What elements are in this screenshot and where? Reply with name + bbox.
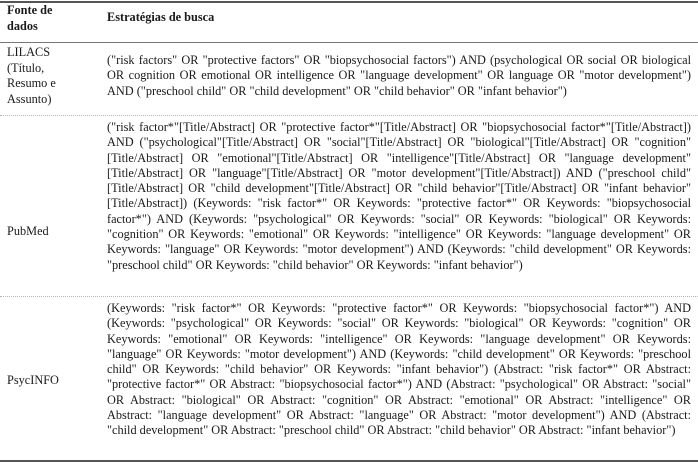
header-rule [0,42,698,43]
row-divider-1 [0,115,698,116]
row-lilacs-source: LILACS (Título, Resumo e Assunto) [7,45,56,106]
row-pubmed-strategy: ("risk factor*"[Title/Abstract] OR "protective factor*"[Title/Abstract] OR "biopsychosocial factor*"[Title/Abstract]) AND ("psychological"[Title/Abstract] OR "social"[Title/Abstract] OR "biological"[Title/Abstract] OR "cognition"[Title/Abstract] OR "emotional"[Title/Abstract] OR "intelligence"[Title/Abstract] OR "language development"[Title/Abstract] OR "language"[Title/Abstract] OR "motor development"[Title/Abstract]) AND ("preschool child"[Title/Abstract] OR "child development"[Title/Abstract] OR "child behavior"[Title/Abstract] OR "infant behavior"[Title/Abstract]) (Keywords: "risk factor*" OR Keywords: "protective factor*" OR Keywords: "biopsychosocial factor*") AND (Keywords: "psychological" OR Keywords: "social" OR Keywords: "biological" OR Keywords: "cognition" OR Keywords: "emotional" OR Keywords: "intelligence" OR Keywords: "language development" OR Keywords: "language" OR Keywords: "motor development") AND (Keywords: "child development" OR Keywords: "preschool child" OR Keywords: "child behavior" OR Keywords: "infant behavior") [107,120,691,272]
header-strategy: Estratégias de busca [107,10,215,24]
row-divider-2 [0,296,698,297]
header-source: Fonte de dados [7,3,53,33]
row-psycinfo-strategy: (Keywords: "risk factor*" OR Keywords: "protective factor*" OR Keywords: "biopsychosocial factor*") AND (Keywords: "psychological" OR Keywords: "social" OR Keywords: "biological" OR Keywords: "cognition" OR Keywords: "emotional" OR Keywords: "intelligence" OR Keywords: "language development" OR Keywords: "language" OR Keywords: "motor development") AND (Keywords: "child development" OR Keywords: "preschool child" OR Keywords: "child behavior" OR Keywords: "infant behavior") (Abstract: "risk factor*" OR Abstract: "protective factor*" OR Abstract: "biopsychosocial factor*") AND (Abstract: "psychological" OR Abstract: "social" OR Abstract: "biological" OR Abstract: "cognition" OR Abstract: "emotional" OR Abstract: "intelligence" OR Abstract: "language development" OR Abstract: "language" OR Abstract: "motor development") AND (Abstract: "child development" OR Abstract: "preschool child" OR Abstract: "child behavior" OR Abstract: "infant behavior") [107,301,691,438]
table-top-rule [0,1,698,3]
row-pubmed-source: PubMed [7,224,49,238]
row-lilacs-strategy: ("risk factors" OR "protective factors" OR "biopsychosocial factors") AND (psychological OR social OR biological OR cognition OR emotional OR intelligence OR "language development" OR language OR "motor development") AND ("preschool child" OR "child development" OR "child behavior" OR "infant behavior") [107,53,691,98]
row-psycinfo-source: PsycINFO [7,373,59,387]
